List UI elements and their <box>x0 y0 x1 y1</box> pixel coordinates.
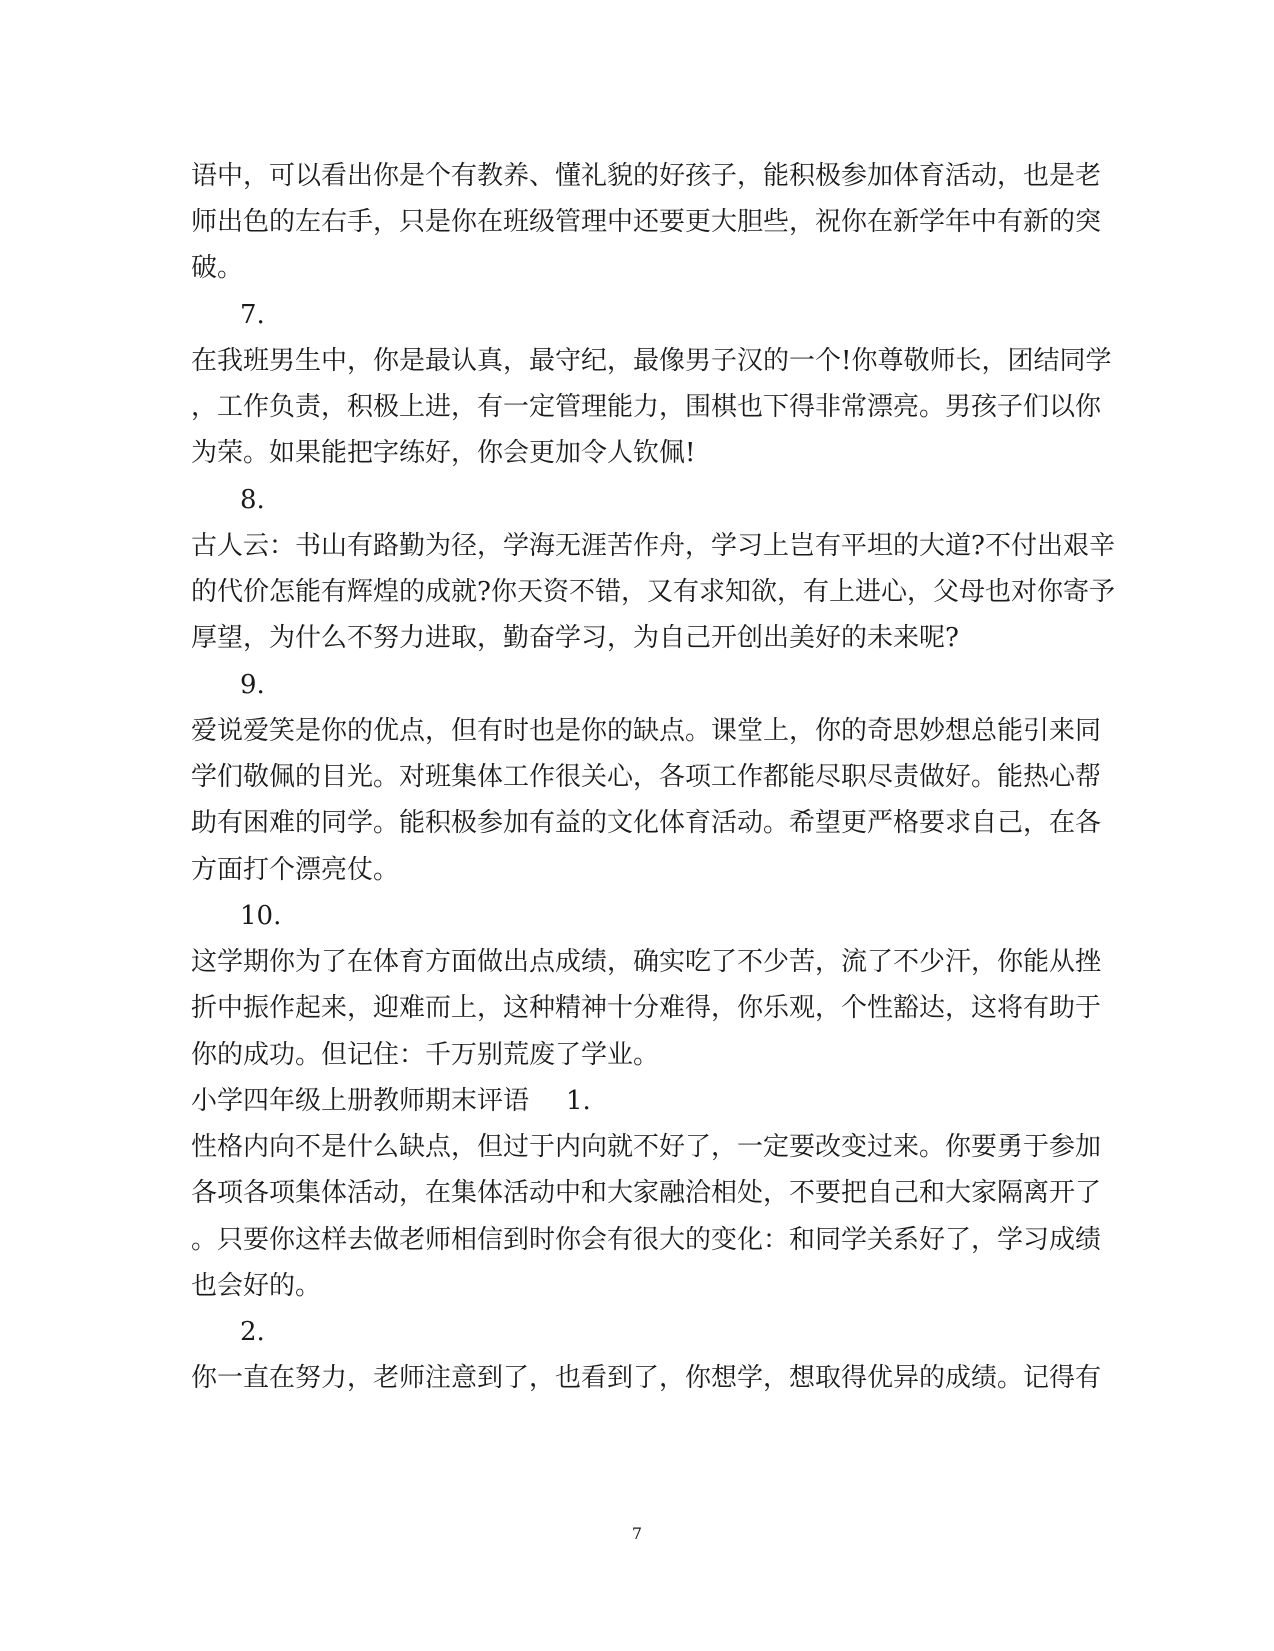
item-number: 10. <box>240 901 282 931</box>
text-line: 折中振作起来，迎难而上，这种精神十分难得，你乐观，个性豁达，这将有助于 <box>191 993 1102 1023</box>
page-number: 7 <box>631 1524 643 1543</box>
text-line: 这学期你为了在体育方面做出点成绩，确实吃了不少苦，流了不少汗，你能从挫 <box>191 947 1102 977</box>
text-line: 在我班男生中，你是最认真，最守纪，最像男子汉的一个!你尊敬师长，团结同学 <box>191 346 1112 376</box>
item-number: 7. <box>240 300 265 330</box>
text-line: 你一直在努力，老师注意到了，也看到了，你想学，想取得优异的成绩。记得有 <box>191 1363 1102 1393</box>
text-line: ，工作负责，积极上进，有一定管理能力，围棋也下得非常漂亮。男孩子们以你 <box>191 392 1102 422</box>
text-line: 学们敬佩的目光。对班集体工作很关心，各项工作都能尽职尽责做好。能热心帮 <box>191 762 1102 792</box>
text-line: 爱说爱笑是你的优点，但有时也是你的缺点。课堂上，你的奇思妙想总能引来同 <box>191 716 1102 746</box>
section-heading: 小学四年级上册教师期末评语 <box>191 1086 530 1116</box>
text-line: 语中，可以看出你是个有教养、懂礼貌的好孩子，能积极参加体育活动，也是老 <box>191 161 1102 191</box>
text-line: 的代价怎能有辉煌的成就?你天资不错，又有求知欲，有上进心，父母也对你寄予 <box>191 577 1115 607</box>
text-line: 性格内向不是什么缺点，但过于内向就不好了，一定要改变过来。你要勇于参加 <box>191 1132 1102 1162</box>
text-line: 也会好的。 <box>191 1271 322 1301</box>
text-line: 。只要你这样去做老师相信到时你会有很大的变化：和同学关系好了，学习成绩 <box>191 1225 1102 1255</box>
text-line: 方面打个漂亮仗。 <box>191 855 400 885</box>
text-line: 古人云：书山有路勤为径，学海无涯苦作舟，学习上岂有平坦的大道?不付出艰辛 <box>191 531 1115 561</box>
item-number: 2. <box>240 1317 265 1347</box>
item-number: 9. <box>240 670 265 700</box>
text-line: 厚望，为什么不努力进取，勤奋学习，为自己开创出美好的未来呢? <box>191 623 959 653</box>
item-number: 8. <box>240 485 265 515</box>
text-line: 各项各项集体活动，在集体活动中和大家融洽相处，不要把自己和大家隔离开了 <box>191 1178 1102 1208</box>
text-line: 你的成功。但记住：千万别荒废了学业。 <box>191 1040 660 1070</box>
text-line: 师出色的左右手，只是你在班级管理中还要更大胆些，祝你在新学年中有新的突 <box>191 207 1102 237</box>
text-line: 为荣。如果能把字练好，你会更加令人钦佩! <box>191 438 696 468</box>
item-number: 1. <box>566 1086 591 1116</box>
text-line: 破。 <box>191 253 244 283</box>
text-line: 助有困难的同学。能积极参加有益的文化体育活动。希望更严格要求自己，在各 <box>191 808 1102 838</box>
